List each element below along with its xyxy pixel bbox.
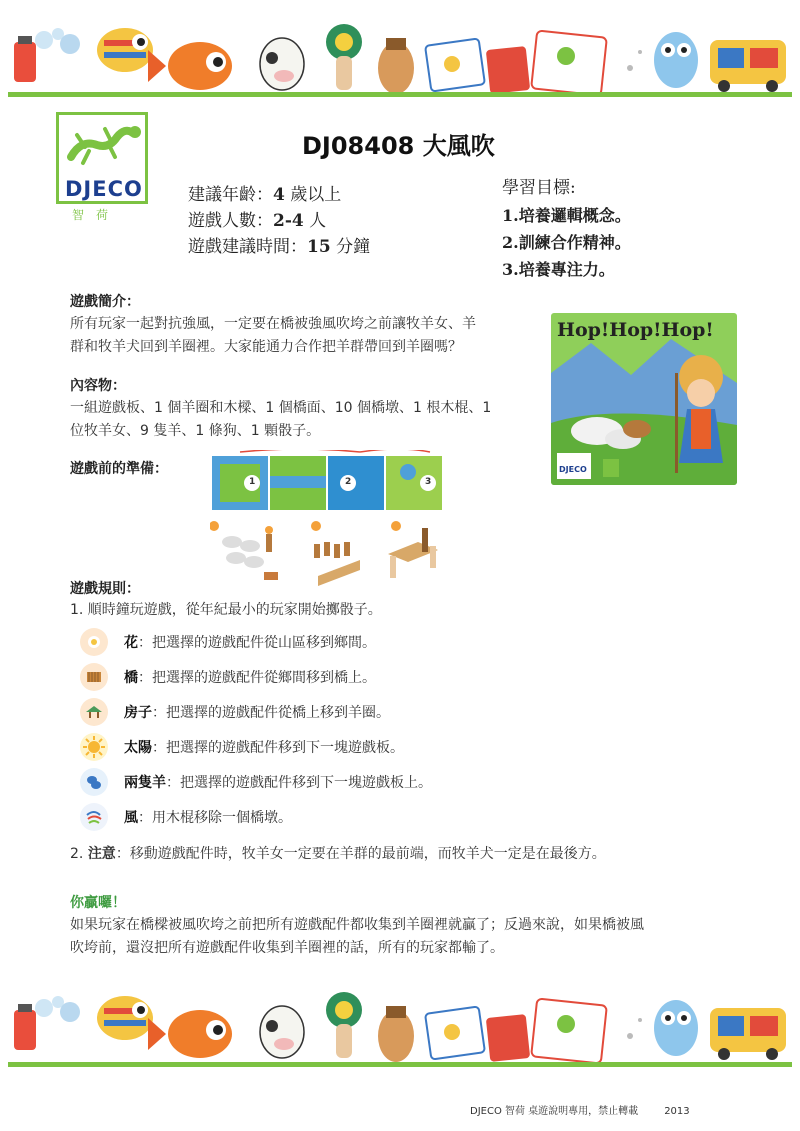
box-brand: DJECO bbox=[559, 465, 587, 474]
rule-desc: ：把選擇的遊戲配件移到下一塊遊戲板。 bbox=[152, 740, 404, 756]
intro-text bbox=[70, 313, 476, 359]
win-text bbox=[70, 914, 644, 960]
rule-name: 風 bbox=[124, 810, 138, 826]
game-info bbox=[188, 182, 370, 260]
character-illustrations bbox=[0, 0, 800, 96]
contents-heading: 內容物： bbox=[70, 378, 126, 394]
footer-text: DJECO 智荷 桌遊說明專用，禁止轉載 bbox=[470, 1106, 639, 1117]
win-line: 吹垮前，還沒把所有遊戲配件收集到羊圈裡的話，所有的玩家都輸了。 bbox=[70, 940, 504, 956]
goal-item: 1.培養邏輯概念。 bbox=[502, 206, 631, 225]
rules-heading: 遊戲規則： bbox=[70, 581, 140, 597]
character-illustrations bbox=[0, 968, 800, 1064]
rule-name: 花 bbox=[124, 635, 138, 651]
page-title: DJ08408 大風吹 bbox=[302, 132, 495, 160]
house-icon bbox=[80, 698, 108, 726]
age-row bbox=[188, 182, 370, 208]
note-label: 注意 bbox=[87, 846, 116, 862]
players-unit: 人 bbox=[303, 211, 327, 231]
bridge-icon bbox=[80, 663, 108, 691]
learning-goals bbox=[502, 175, 631, 283]
setup-illustration bbox=[210, 450, 450, 590]
goal-item: 2.訓練合作精神。 bbox=[502, 233, 631, 252]
win-heading: 你贏囉！ bbox=[70, 895, 126, 911]
contents-line: 一組遊戲板、1 個羊圈和木樑、1 個橋面、10 個橋墩、1 根木棍、1 bbox=[70, 400, 492, 416]
setup-step-3: 3 bbox=[425, 477, 432, 487]
players-value: 2-4 bbox=[273, 211, 304, 231]
intro-line: 所有玩家一起對抗強風，一定要在橋被強風吹垮之前讓牧羊女、羊 bbox=[70, 316, 476, 332]
logo-chinese-text: 智荷 bbox=[72, 208, 121, 222]
rule-desc: ：用木棍移除一個橋墩。 bbox=[138, 810, 292, 826]
note-text: ：移動遊戲配件時，牧羊女一定要在羊群的最前端，而牧羊犬一定是在最後方。 bbox=[115, 846, 606, 862]
gecko-icon bbox=[59, 117, 145, 177]
time-value: 15 bbox=[307, 237, 331, 257]
footer bbox=[470, 1102, 690, 1117]
top-banner bbox=[0, 0, 800, 100]
setup-diagram bbox=[210, 450, 450, 590]
logo-brand-text: DJECO bbox=[65, 177, 143, 201]
time-row bbox=[188, 234, 370, 260]
game-box-image bbox=[551, 313, 737, 485]
list-item bbox=[80, 733, 600, 761]
rule-desc: ：把選擇的遊戲配件從鄉間移到橋上。 bbox=[138, 670, 376, 686]
list-item bbox=[80, 698, 600, 726]
goal-item: 3.培養專注力。 bbox=[502, 260, 615, 279]
goals-heading: 學習目標: bbox=[502, 178, 576, 198]
age-unit: 歲以上 bbox=[284, 185, 342, 205]
box-title: Hop!Hop!Hop! bbox=[557, 319, 714, 341]
rule-name: 太陽 bbox=[124, 740, 152, 756]
rule-name: 兩隻羊 bbox=[124, 775, 166, 791]
footer-year: 2013 bbox=[664, 1106, 690, 1117]
time-label: 遊戲建議時間： bbox=[188, 237, 307, 257]
sun-icon bbox=[80, 733, 108, 761]
contents-line: 位牧羊女、9 隻羊、1 條狗、1 顆骰子。 bbox=[70, 423, 321, 439]
djeco-logo bbox=[56, 112, 148, 220]
age-value: 4 bbox=[273, 185, 285, 205]
contents-text bbox=[70, 397, 491, 443]
list-item bbox=[80, 663, 600, 691]
list-item bbox=[80, 768, 600, 796]
rule-1: 1. 順時鐘玩遊戲，從年紀最小的玩家開始擲骰子。 bbox=[70, 602, 382, 618]
setup-step-1: 1 bbox=[249, 477, 256, 487]
setup-heading: 遊戲前的準備： bbox=[70, 461, 168, 477]
sheep-icon bbox=[80, 768, 108, 796]
intro-line: 群和牧羊犬回到羊圈裡。大家能通力合作把羊群帶回到羊圈嗎？ bbox=[70, 339, 462, 355]
wind-icon bbox=[80, 803, 108, 831]
players-label: 遊戲人數： bbox=[188, 211, 273, 231]
list-item bbox=[80, 628, 600, 656]
note-prefix: 2. bbox=[70, 846, 88, 862]
bottom-banner bbox=[0, 968, 800, 1068]
divider-line bbox=[8, 92, 792, 97]
rule-desc: ：把選擇的遊戲配件從山區移到鄉間。 bbox=[138, 635, 376, 651]
rule-desc: ：把選擇的遊戲配件從橋上移到羊圈。 bbox=[152, 705, 390, 721]
list-item bbox=[80, 803, 600, 831]
win-line: 如果玩家在橋樑被風吹垮之前把所有遊戲配件都收集到羊圈裡就贏了；反過來說，如果橋被風 bbox=[70, 917, 644, 933]
logo-frame bbox=[56, 112, 148, 204]
intro-heading: 遊戲簡介： bbox=[70, 294, 140, 310]
divider-line bbox=[8, 1062, 792, 1067]
players-row bbox=[188, 208, 370, 234]
time-unit: 分鐘 bbox=[330, 237, 371, 257]
rule-name: 橋 bbox=[124, 670, 138, 686]
age-label: 建議年齡： bbox=[188, 185, 273, 205]
rule-name: 房子 bbox=[124, 705, 152, 721]
rule-2-note bbox=[70, 843, 606, 866]
setup-step-2: 2 bbox=[345, 477, 352, 487]
rule-desc: ：把選擇的遊戲配件移到下一塊遊戲板上。 bbox=[166, 775, 432, 791]
flower-icon bbox=[80, 628, 108, 656]
